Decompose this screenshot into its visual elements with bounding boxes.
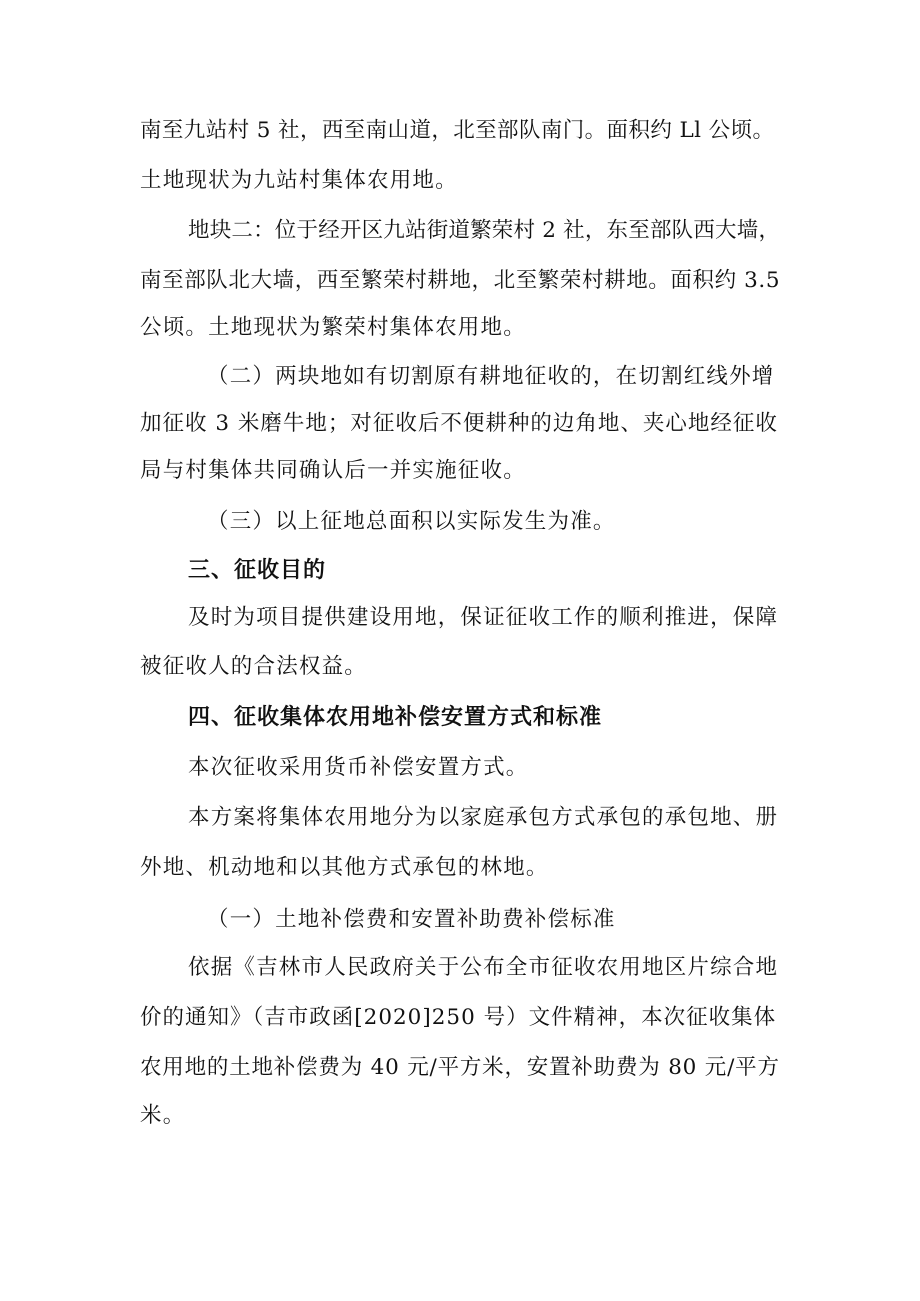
text-line: 被征收人的合法权益。	[140, 654, 368, 679]
subsection-heading: （一）土地补偿费和安置补助费补偿标准	[207, 907, 616, 932]
paragraph-start-line: 本次征收采用货币补偿安置方式。	[188, 755, 529, 780]
text-line: 公顷。土地现状为繁荣村集体农用地。	[140, 315, 526, 340]
text-line: 土地现状为九站村集体农用地。	[140, 168, 458, 193]
text-line: 加征收 3 米磨牛地；对征收后不便耕种的边角地、夹心地经征收	[140, 411, 778, 436]
paragraph-start-line: 依据《吉林市人民政府关于公布全市征收农用地区片综合地	[188, 955, 779, 980]
text-line: 农用地的土地补偿费为 40 元/平方米，安置补助费为 80 元/平方	[140, 1055, 780, 1080]
text-line: 南至九站村 5 社，西至南山道，北至部队南门。面积约 Ll 公顷。	[140, 118, 775, 143]
text-line: 价的通知》（吉市政函[2020]250 号）文件精神，本次征收集体	[140, 1005, 777, 1030]
section-heading-purpose: 三、征收目的	[188, 558, 327, 583]
text-line: 米。	[140, 1103, 186, 1128]
section-heading-compensation: 四、征收集体农用地补偿安置方式和标准	[188, 705, 603, 730]
text-line: 局与村集体共同确认后一并实施征收。	[140, 458, 526, 483]
paragraph-start-line: （二）两块地如有切割原有耕地征收的，在切割红线外增	[207, 364, 775, 389]
paragraph-start-line: （三）以上征地总面积以实际发生为准。	[207, 509, 616, 534]
paragraph-start-line: 地块二：位于经开区九站街道繁荣村 2 社，东至部队西大墙，	[188, 218, 781, 243]
paragraph-start-line: 本方案将集体农用地分为以家庭承包方式承包的承包地、册	[188, 805, 779, 830]
paragraph-start-line: 及时为项目提供建设用地，保证征收工作的顺利推进，保障	[188, 605, 779, 630]
text-line: 南至部队北大墙，西至繁荣村耕地，北至繁荣村耕地。面积约 3.5	[140, 268, 781, 293]
text-line: 外地、机动地和以其他方式承包的林地。	[140, 855, 549, 880]
